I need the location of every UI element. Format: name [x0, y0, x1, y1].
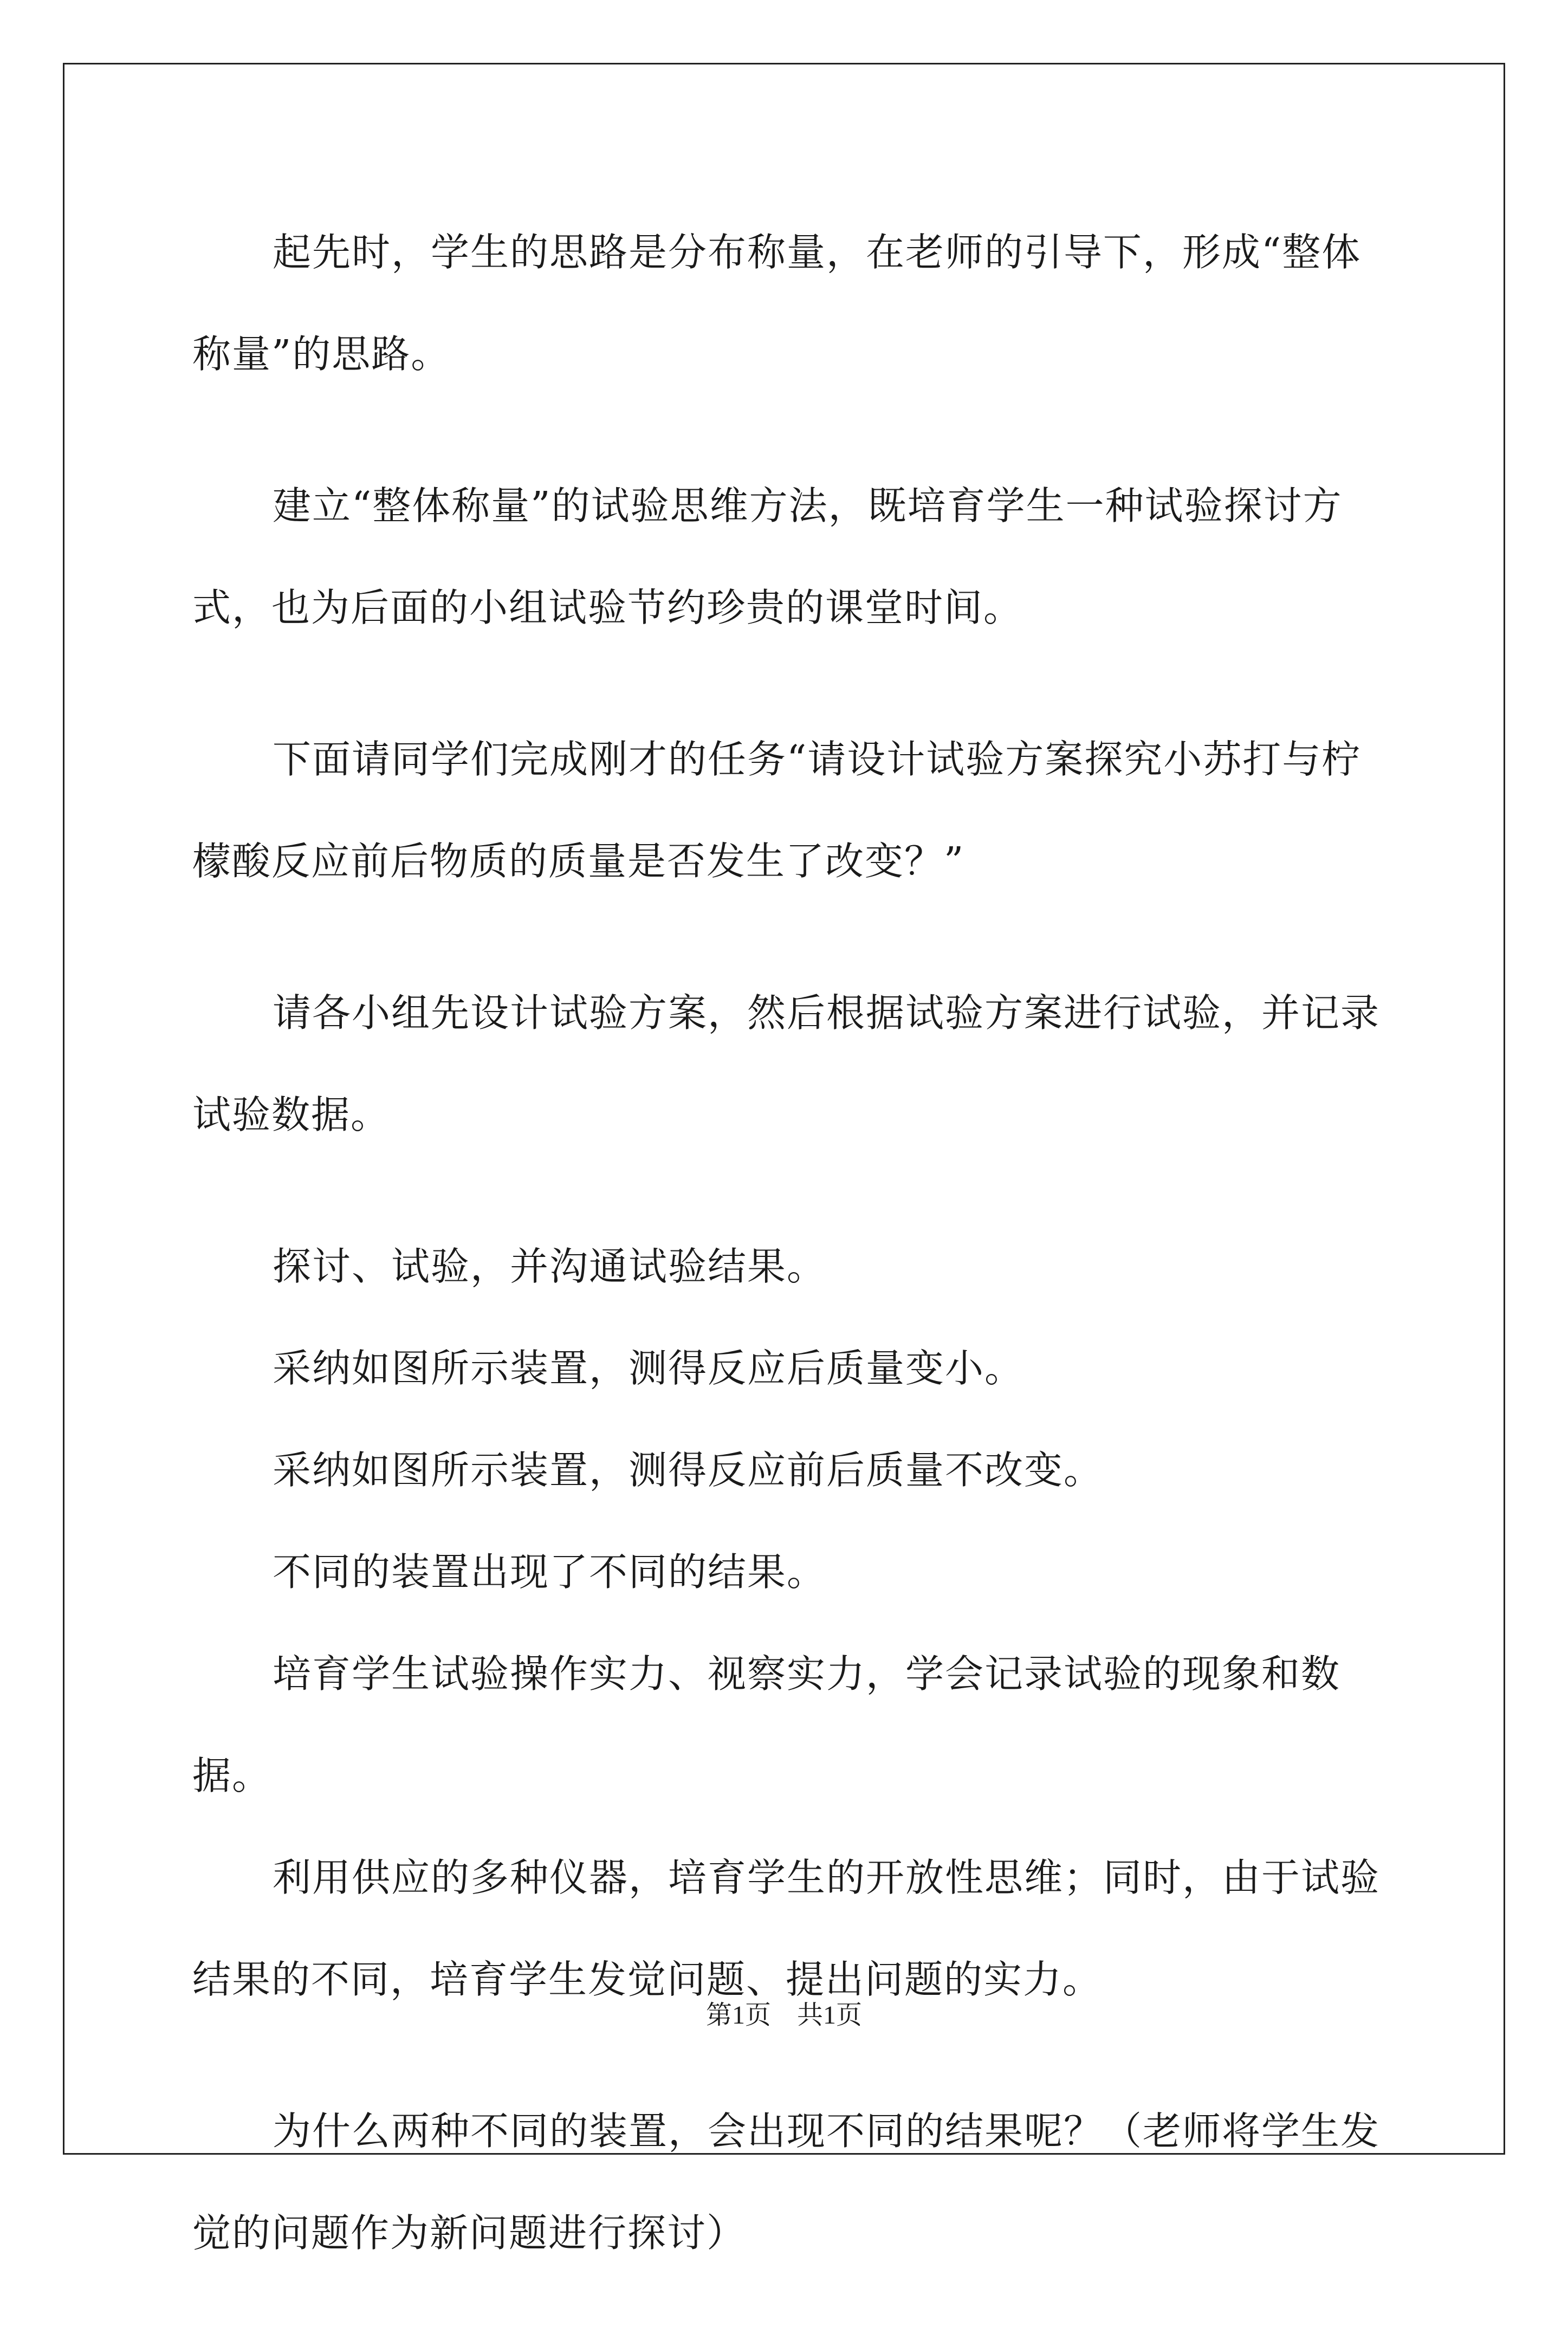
paragraph-9: 培育学生试验操作实力、视察实力，学会记录试验的现象和数据。 — [192, 1651, 1341, 1798]
paragraph-5: 探讨、试验，并沟通试验结果。 — [273, 1244, 827, 1289]
page-footer: 第1页 共1页 — [705, 2001, 862, 2030]
paragraph-1: 起先时，学生的思路是分布称量，在老师的引导下，形成“整体称量”的思路。 — [192, 230, 1362, 377]
paragraph-7: 采纳如图所示装置，测得反应前后质量不改变。 — [273, 1448, 1104, 1493]
paragraph-4: 请各小组先设计试验方案，然后根据试验方案进行试验，并记录试验数据。 — [192, 990, 1381, 1137]
paragraph-10: 利用供应的多种仪器，培育学生的开放性思维；同时，由于试验结果的不同，培育学生发觉问题、提出问题的实力。 — [192, 1855, 1381, 2002]
paragraph-2: 建立“整体称量”的试验思维方法，既培育学生一种试验探讨方式，也为后面的小组试验节约珍贵的课堂时间。 — [192, 483, 1343, 630]
paragraph-11: 为什么两种不同的装置，会出现不同的结果呢？（老师将学生发觉的问题作为新问题进行探讨） — [192, 2109, 1381, 2255]
paragraph-3: 下面请同学们完成刚才的任务“请设计试验方案探究小苏打与柠檬酸反应前后物质的质量是否发生了改变？” — [192, 737, 1362, 884]
paragraph-6: 采纳如图所示装置，测得反应后质量变小。 — [273, 1346, 1025, 1391]
paragraph-8: 不同的装置出现了不同的结果。 — [273, 1549, 827, 1594]
